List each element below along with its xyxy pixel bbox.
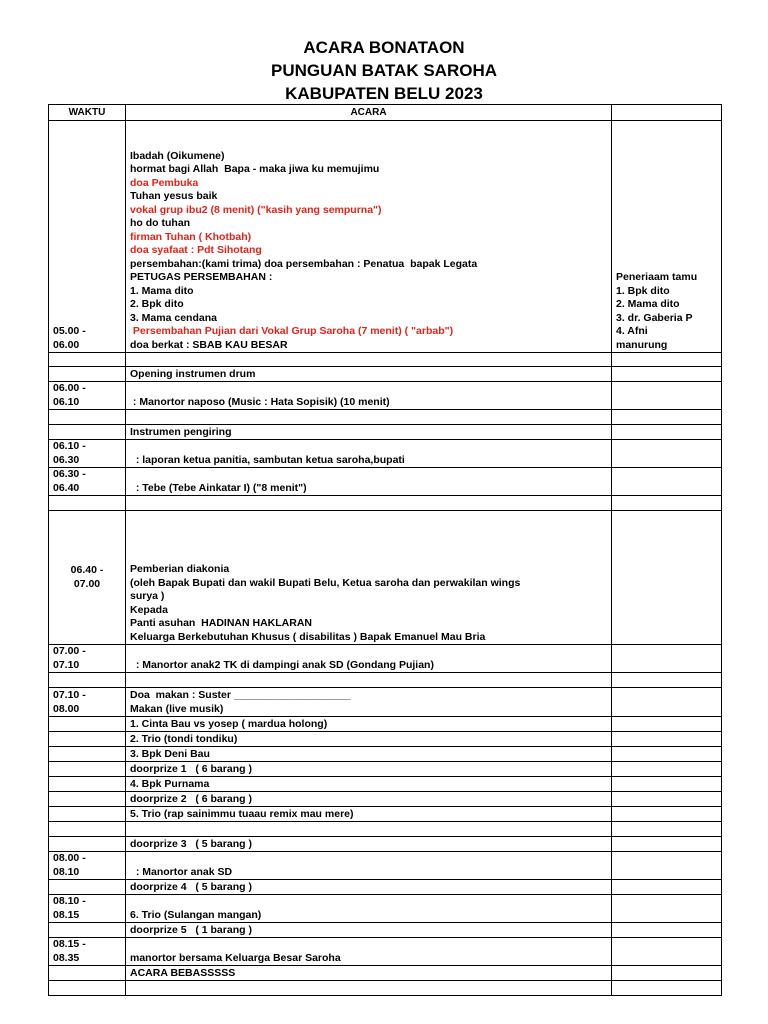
waktu-cell <box>49 807 126 822</box>
acara-line: 1. Cinta Bau vs yosep ( mardua holong) <box>130 717 328 730</box>
waktu-cell <box>49 777 126 792</box>
acara-line: Pemberian diakonia <box>130 563 230 575</box>
acara-cell <box>126 895 612 923</box>
acara-line: 4. Bpk Purnama <box>130 777 210 790</box>
table-row <box>49 496 722 511</box>
waktu-cell: 07.10 - 08.00 <box>49 688 126 717</box>
acara-cell <box>126 966 612 981</box>
acara-line: (oleh Bapak Bupati dan wakil Bupati Belu, Ketua saroha dan perwakilan wings <box>130 576 521 589</box>
table-row <box>49 747 722 762</box>
notes-cell <box>612 895 722 923</box>
table-row <box>49 410 722 425</box>
table-header-row <box>49 105 722 121</box>
acara-cell <box>126 880 612 895</box>
acara-line: Keluarga Berkebutuhan Khusus ( disabilitas ) Bapak Emanuel Mau Bria <box>130 630 486 643</box>
waktu-cell: 06.30 - 06.40 <box>49 468 126 496</box>
table-row <box>49 673 722 688</box>
acara-line: 2. Trio (tondi tondiku) <box>130 732 238 745</box>
table-row <box>49 121 722 353</box>
acara-line: ACARA BEBASSSSS <box>130 966 236 979</box>
acara-line: Opening instrumen drum <box>130 367 256 380</box>
table-row <box>49 807 722 822</box>
table-row <box>49 511 722 645</box>
acara-line: : Manortor anak SD <box>130 865 233 878</box>
waktu-cell: 08.10 - 08.15 <box>49 895 126 923</box>
notes-cell <box>612 923 722 938</box>
waktu-cell <box>49 981 126 996</box>
acara-cell <box>126 747 612 762</box>
acara-line: 5. Trio (rap sainimmu tuaau remix mau mere) <box>130 807 354 820</box>
acara-cell <box>126 353 612 367</box>
acara-cell <box>126 367 612 382</box>
acara-line: manortor bersama Keluarga Besar Saroha <box>130 951 341 964</box>
notes-cell <box>612 762 722 777</box>
waktu-cell <box>49 673 126 688</box>
acara-cell <box>126 852 612 880</box>
acara-line: Persembahan Pujian dari Vokal Grup Saroha (7 menit) ( "arbab") <box>130 325 454 337</box>
waktu-cell <box>49 792 126 807</box>
acara-line: Makan (live musik) <box>130 702 224 715</box>
acara-line: doorprize 1 ( 6 barang ) <box>130 762 252 775</box>
table-row <box>49 688 722 717</box>
acara-line: 1. Mama dito <box>130 284 194 297</box>
schedule-table <box>48 104 722 996</box>
waktu-cell: 06.10 - 06.30 <box>49 440 126 468</box>
acara-line: doa berkat : SBAB KAU BESAR <box>130 338 288 351</box>
acara-cell <box>126 762 612 777</box>
acara-line: ho do tuhan <box>130 217 191 229</box>
acara-cell <box>126 645 612 673</box>
waktu-cell: 08.00 - 08.10 <box>49 852 126 880</box>
acara-line: hormat bagi Allah Bapa - maka jiwa ku memujimu <box>130 163 380 175</box>
waktu-cell <box>49 367 126 382</box>
acara-cell <box>126 121 612 353</box>
acara-line: doorprize 5 ( 1 barang ) <box>130 923 252 936</box>
acara-line: 2. Bpk dito <box>130 298 184 310</box>
acara-line: Panti asuhan HADINAN HAKLARAN <box>130 617 313 629</box>
acara-cell <box>126 981 612 996</box>
acara-line: 3. Bpk Deni Bau <box>130 747 210 760</box>
table-row <box>49 792 722 807</box>
notes-cell <box>612 673 722 688</box>
waktu-cell: 06.00 - 06.10 <box>49 382 126 410</box>
notes-cell <box>612 367 722 382</box>
acara-cell <box>126 732 612 747</box>
waktu-cell: 05.00 - 06.00 <box>49 121 126 353</box>
acara-cell <box>126 717 612 732</box>
acara-line: doa syafaat : Pdt Sihotang <box>130 244 262 256</box>
waktu-cell: 08.15 - 08.35 <box>49 938 126 966</box>
waktu-cell <box>49 353 126 367</box>
acara-line: Kepada <box>130 603 168 616</box>
waktu-cell <box>49 880 126 895</box>
acara-line: PETUGAS PERSEMBAHAN : <box>130 271 273 283</box>
header-acara: ACARA <box>126 105 612 121</box>
waktu-cell <box>49 425 126 440</box>
title-line-2: PUNGUAN BATAK SAROHA <box>270 61 498 80</box>
waktu-cell <box>49 717 126 732</box>
notes-cell <box>612 747 722 762</box>
acara-line: doorprize 2 ( 6 barang ) <box>130 792 252 805</box>
acara-line: : laporan ketua panitia, sambutan ketua saroha,bupati <box>130 453 405 466</box>
acara-cell <box>126 673 612 688</box>
table-row <box>49 353 722 367</box>
table-row <box>49 923 722 938</box>
table-row <box>49 880 722 895</box>
notes-cell <box>612 496 722 511</box>
acara-line: Doa makan : Suster ____________________ <box>130 689 351 701</box>
notes-cell <box>612 717 722 732</box>
acara-cell <box>126 688 612 717</box>
notes-cell <box>612 511 722 645</box>
title-line-1: ACARA BONATAON <box>303 38 465 57</box>
waktu-cell <box>49 762 126 777</box>
waktu-cell <box>49 837 126 852</box>
acara-cell <box>126 938 612 966</box>
acara-line: surya ) <box>130 590 165 602</box>
table-row <box>49 645 722 673</box>
waktu-cell <box>49 747 126 762</box>
notes-cell <box>612 981 722 996</box>
acara-line: persembahan:(kami trima) doa persembahan : Penatua bapak Legata <box>130 257 478 270</box>
acara-line: 3. Mama cendana <box>130 311 217 324</box>
acara-line: doa Pembuka <box>130 176 199 189</box>
acara-cell <box>126 496 612 511</box>
acara-line: : Tebe (Tebe Ainkatar I) ("8 menit") <box>130 481 307 494</box>
table-row <box>49 822 722 837</box>
acara-line: vokal grup ibu2 (8 menit) ("kasih yang sempurna") <box>130 203 382 216</box>
notes-cell <box>612 645 722 673</box>
acara-cell <box>126 440 612 468</box>
acara-cell <box>126 923 612 938</box>
notes-cell <box>612 852 722 880</box>
table-row <box>49 440 722 468</box>
waktu-cell <box>49 966 126 981</box>
acara-cell <box>126 382 612 410</box>
notes-cell <box>612 837 722 852</box>
acara-line: Tuhan yesus baik <box>130 190 218 202</box>
notes-cell <box>612 440 722 468</box>
notes-cell <box>612 732 722 747</box>
waktu-cell <box>49 732 126 747</box>
acara-line: Ibadah (Oikumene) <box>130 149 225 162</box>
notes-cell <box>612 792 722 807</box>
table-row <box>49 938 722 966</box>
notes-cell <box>612 777 722 792</box>
notes-cell: Peneriaam tamu 1. Bpk dito 2. Mama dito 3. dr. Gaberia P 4. Afni manurung <box>612 121 722 353</box>
acara-cell <box>126 807 612 822</box>
header-waktu: WAKTU <box>49 105 126 121</box>
acara-line: doorprize 3 ( 5 barang ) <box>130 837 252 850</box>
notes-cell <box>612 382 722 410</box>
notes-cell <box>612 938 722 966</box>
table-row <box>49 468 722 496</box>
table-row <box>49 852 722 880</box>
acara-cell <box>126 792 612 807</box>
acara-line: : Manortor naposo (Music : Hata Sopisik) (10 menit) <box>130 395 390 408</box>
acara-line: 6. Trio (Sulangan mangan) <box>130 908 262 921</box>
notes-cell <box>612 822 722 837</box>
notes-cell <box>612 966 722 981</box>
schedule-rows <box>49 121 722 996</box>
waktu-cell <box>49 410 126 425</box>
table-row <box>49 762 722 777</box>
table-row <box>49 966 722 981</box>
waktu-cell <box>49 923 126 938</box>
notes-cell <box>612 468 722 496</box>
notes-cell <box>612 425 722 440</box>
acara-cell <box>126 822 612 837</box>
table-row <box>49 895 722 923</box>
acara-cell <box>126 425 612 440</box>
acara-cell <box>126 837 612 852</box>
acara-line: Instrumen pengiring <box>130 425 232 438</box>
title-line-3: KABUPATEN BELU 2023 <box>285 84 483 103</box>
notes-cell <box>612 353 722 367</box>
waktu-cell: 07.00 - 07.10 <box>49 645 126 673</box>
waktu-cell <box>49 496 126 511</box>
notes-cell <box>612 880 722 895</box>
waktu-cell <box>49 822 126 837</box>
notes-cell <box>612 688 722 717</box>
table-row <box>49 717 722 732</box>
table-row <box>49 981 722 996</box>
acara-cell <box>126 511 612 645</box>
table-row <box>49 837 722 852</box>
acara-cell <box>126 468 612 496</box>
acara-cell <box>126 777 612 792</box>
table-row <box>49 382 722 410</box>
table-row <box>49 367 722 382</box>
acara-line: doorprize 4 ( 5 barang ) <box>130 880 252 893</box>
waktu-cell: 06.40 - 07.00 <box>49 511 126 645</box>
acara-cell <box>126 410 612 425</box>
header-notes <box>612 105 722 121</box>
acara-line: firman Tuhan ( Khotbah) <box>130 230 252 243</box>
table-row <box>49 425 722 440</box>
table-row <box>49 777 722 792</box>
notes-cell <box>612 410 722 425</box>
table-row <box>49 732 722 747</box>
acara-line: : Manortor anak2 TK di dampingi anak SD (Gondang Pujian) <box>130 658 434 671</box>
notes-cell <box>612 807 722 822</box>
